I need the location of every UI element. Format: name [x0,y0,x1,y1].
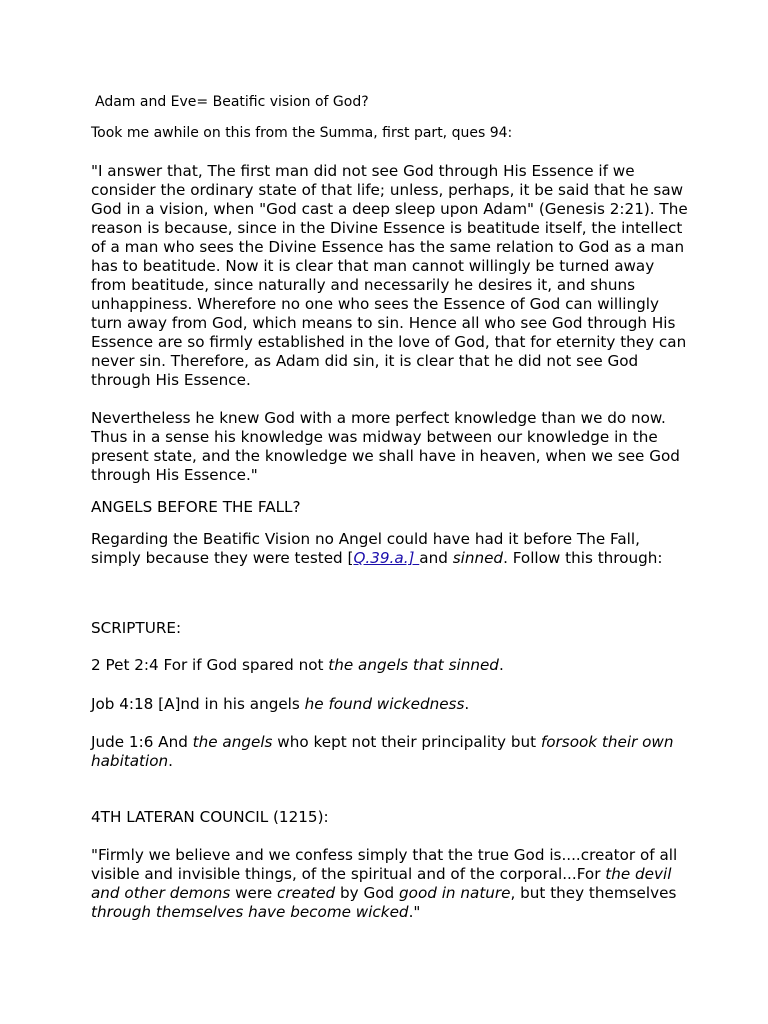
lateran-text-2: were [230,884,277,902]
scripture-job [91,695,691,714]
scripture-pet [91,656,691,675]
jude-end: . [168,752,173,770]
regarding-text-2: and [419,549,453,567]
regarding-italic: sinned [452,549,504,567]
scripture-heading: SCRIPTURE: [91,619,182,637]
lateran-italic-1: the devil and other demons [91,865,672,902]
intro-line: Took me awhile on this from the Summa, first part, ques 94: [91,125,513,141]
pet-italic: the angels that sinned [328,656,499,674]
lateran-text-1: "Firmly we believe and we confess simply that the true God is....creator of all visible and invisible things, of the spiritual and of the corporal...For [91,846,678,883]
regarding-text-1: Regarding the Beatific Vision no Angel could have had it before The Fall, simply because they were tested [ [91,530,640,567]
jude-reference: Jude 1:6 And [91,733,193,751]
scripture-jude [91,733,691,771]
job-italic: he found wickedness [304,695,465,713]
angels-heading: ANGELS BEFORE THE FALL? [91,498,301,516]
lateran-text-3: by God [335,884,400,902]
pet-reference: 2 Pet 2:4 For if God spared not [91,656,329,674]
jude-text: who kept not their principality but [272,733,541,751]
regarding-text-3: . Follow this through: [503,549,663,567]
lateran-text-4: , but they themselves [510,884,677,902]
job-end: . [464,695,470,713]
quote-paragraph-2: Nevertheless he knew God with a more perfect knowledge than we do now. Thus in a sense his knowledge was midway between our knowledge in the present state, and the knowledge we shall have in heaven, when we see God through His Essence." [91,409,680,484]
lateran-italic-3: good in nature [399,884,511,902]
job-reference: Job 4:18 [A]nd in his angels [91,695,305,713]
lateran-italic-4: through themselves have become wicked [91,903,409,921]
pet-end: . [498,656,504,674]
lateran-text-5: ." [408,903,421,921]
page-title: Adam and Eve= Beatific vision of God? [95,94,369,110]
lateran-italic-2: created [277,884,336,902]
jude-italic-1: the angels [192,733,273,751]
jude-italic-2: forsook their own habitation [91,733,674,770]
lateran-quote [91,846,691,922]
summa-reference-link[interactable]: Q.39.a.] [353,549,420,567]
lateran-heading: 4TH LATERAN COUNCIL (1215): [91,808,329,826]
regarding-paragraph [91,530,691,568]
quote-paragraph-1: "I answer that, The first man did not see God through His Essence if we consider the ordinary state of that life; unless, perhaps, it be said that he saw God in a vision, when "God cast a deep sleep upon Adam" (Genesis 2:21). The reason is because, since in the Divine Essence is beatitude itself, the intellect of a man who sees the Divine Essence has the same relation to God as a man has to beatitude. Now it is clear that man cannot willingly be turned away from beatitude, since naturally and necessarily he desires it, and shuns unhappiness. Wherefore no one who sees the Essence of God can willingly turn away from God, which means to sin. Hence all who see God through His Essence are so firmly established in the love of God, that for eternity they can never sin. Therefore, as Adam did sin, it is clear that he did not see God through His Essence. [91,162,688,389]
